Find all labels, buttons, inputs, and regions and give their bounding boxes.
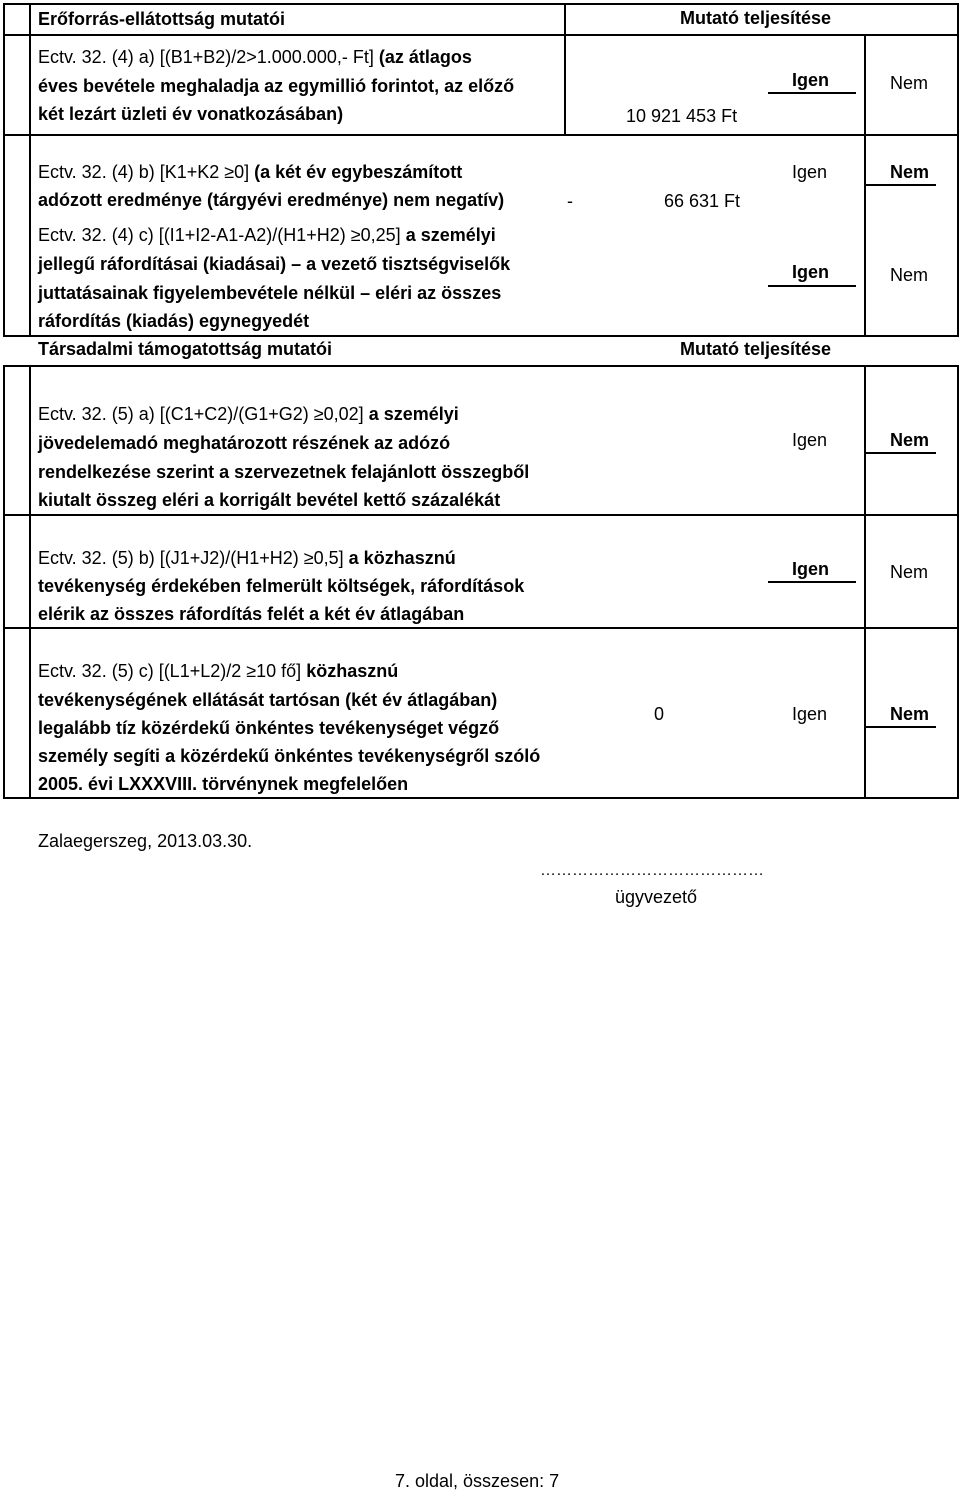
row-4b-igen[interactable]: Igen bbox=[792, 162, 828, 182]
row-5a-line4: kiutalt összeg eléri a korrigált bevétel kettő százalékát bbox=[38, 490, 501, 510]
row-5a-line3: rendelkezése szerint a szervezetnek felajánlott összegből bbox=[38, 462, 530, 482]
row-5c-value: 0 bbox=[654, 704, 665, 724]
row-4a-line3: két lezárt üzleti év vonatkozásában) bbox=[38, 104, 344, 124]
section2-nem-vertical-divider bbox=[864, 365, 866, 799]
section1-header-vertical-divider bbox=[564, 3, 566, 35]
row-5b-igen-underline bbox=[768, 581, 856, 583]
row-4c-nem[interactable]: Nem bbox=[890, 265, 929, 285]
row-5c-line4: személy segíti a közérdekű önkéntes tevékenységről szóló bbox=[38, 746, 541, 766]
row-4b-line2: adózott eredménye (tárgyévi eredménye) nem negatív) bbox=[38, 190, 505, 210]
section1-header: Erőforrás-ellátottság mutatói bbox=[38, 9, 286, 29]
section1-left-column-divider bbox=[29, 3, 31, 337]
row-4c-line2: jellegű ráfordításai (kiadásai) – a vezető tisztségviselők bbox=[38, 254, 511, 274]
row-4b-nem[interactable]: Nem bbox=[890, 162, 930, 182]
row-4a-nem[interactable]: Nem bbox=[890, 73, 929, 93]
row-5b-line2: tevékenység érdekében felmerült költségek, ráfordítások bbox=[38, 576, 525, 596]
row-5a-nem-underline bbox=[866, 452, 936, 454]
row-4b-nem-underline bbox=[866, 184, 936, 186]
row-4a-line1: Ectv. 32. (4) a) [(B1+B2)/2>1.000.000,- Ft] (az átlagos bbox=[38, 47, 472, 67]
row-5c-igen[interactable]: Igen bbox=[792, 704, 828, 724]
row-5b-igen[interactable]: Igen bbox=[792, 559, 830, 579]
row-5c-line1: Ectv. 32. (5) c) [(L1+L2)/2 ≥10 fő] közhasznú bbox=[38, 661, 399, 681]
row-4c-line1: Ectv. 32. (4) c) [(I1+I2-A1-A2)/(H1+H2) ≥0,25] a személyi bbox=[38, 225, 496, 245]
row-5c-line3: legalább tíz közérdekű önkéntes tevékenységet végző bbox=[38, 718, 500, 738]
row-4a-igen[interactable]: Igen bbox=[792, 70, 830, 90]
row-5a-line1: Ectv. 32. (5) a) [(C1+C2)/(G1+G2) ≥0,02] a személyi bbox=[38, 404, 459, 424]
row-4a-igen-underline bbox=[768, 92, 856, 94]
row-4c-line4: ráfordítás (kiadás) egynegyedét bbox=[38, 311, 310, 331]
row-5c-line2: tevékenységének ellátását tartósan (két év átlagában) bbox=[38, 690, 498, 710]
place-date: Zalaegerszeg, 2013.03.30. bbox=[38, 831, 253, 851]
row-4b-value: 66 631 Ft bbox=[664, 191, 741, 211]
row-5c-nem-underline bbox=[866, 726, 936, 728]
row-5b-line1: Ectv. 32. (5) b) [(J1+J2)/(H1+H2) ≥0,5] a közhasznú bbox=[38, 548, 456, 568]
row-4c-igen[interactable]: Igen bbox=[792, 262, 830, 282]
section1-row-a-bottom-line bbox=[3, 134, 959, 136]
row-5c-line5: 2005. évi LXXXVIII. törvénynek megfelelően bbox=[38, 774, 409, 794]
row-5a-nem[interactable]: Nem bbox=[890, 430, 930, 450]
row-4c-igen-underline bbox=[768, 285, 856, 287]
row-4b-line1: Ectv. 32. (4) b) [K1+K2 ≥0] (a két év egybeszámított bbox=[38, 162, 463, 182]
row-5a-igen[interactable]: Igen bbox=[792, 430, 828, 450]
row-5b-nem[interactable]: Nem bbox=[890, 562, 929, 582]
section1-header-bottom-line bbox=[3, 34, 959, 36]
page-info: 7. oldal, összesen: 7 bbox=[395, 1471, 560, 1491]
section2-row-a-bottom-line bbox=[3, 514, 959, 516]
row-5a-line2: jövedelemadó meghatározott részének az adózó bbox=[38, 433, 451, 453]
row-5b-line3: elérik az összes ráfordítás felét a két év átlagában bbox=[38, 604, 465, 624]
section1-perf-header: Mutató teljesítése bbox=[680, 8, 832, 28]
row-5c-nem[interactable]: Nem bbox=[890, 704, 930, 724]
row-4a-line2: éves bevétele meghaladja az egymillió forintot, az előző bbox=[38, 76, 515, 96]
section1-value-vertical-divider bbox=[564, 35, 566, 135]
row-4a-value: 10 921 453 Ft bbox=[626, 106, 738, 126]
row-4c-line3: juttatásainak figyelembevétele nélkül – eléri az összes bbox=[38, 283, 502, 303]
row-4b-dash: - bbox=[567, 191, 573, 211]
section2-perf-header: Mutató teljesítése bbox=[680, 339, 832, 359]
section2-header: Társadalmi támogatottság mutatói bbox=[38, 339, 333, 359]
signature-dots: …………………………………… bbox=[540, 862, 764, 879]
section1-nem-vertical-divider bbox=[864, 35, 866, 337]
signature-title: ügyvezető bbox=[615, 887, 698, 907]
section2-row-b-bottom-line bbox=[3, 627, 959, 629]
section2-left-column-divider bbox=[29, 365, 31, 799]
